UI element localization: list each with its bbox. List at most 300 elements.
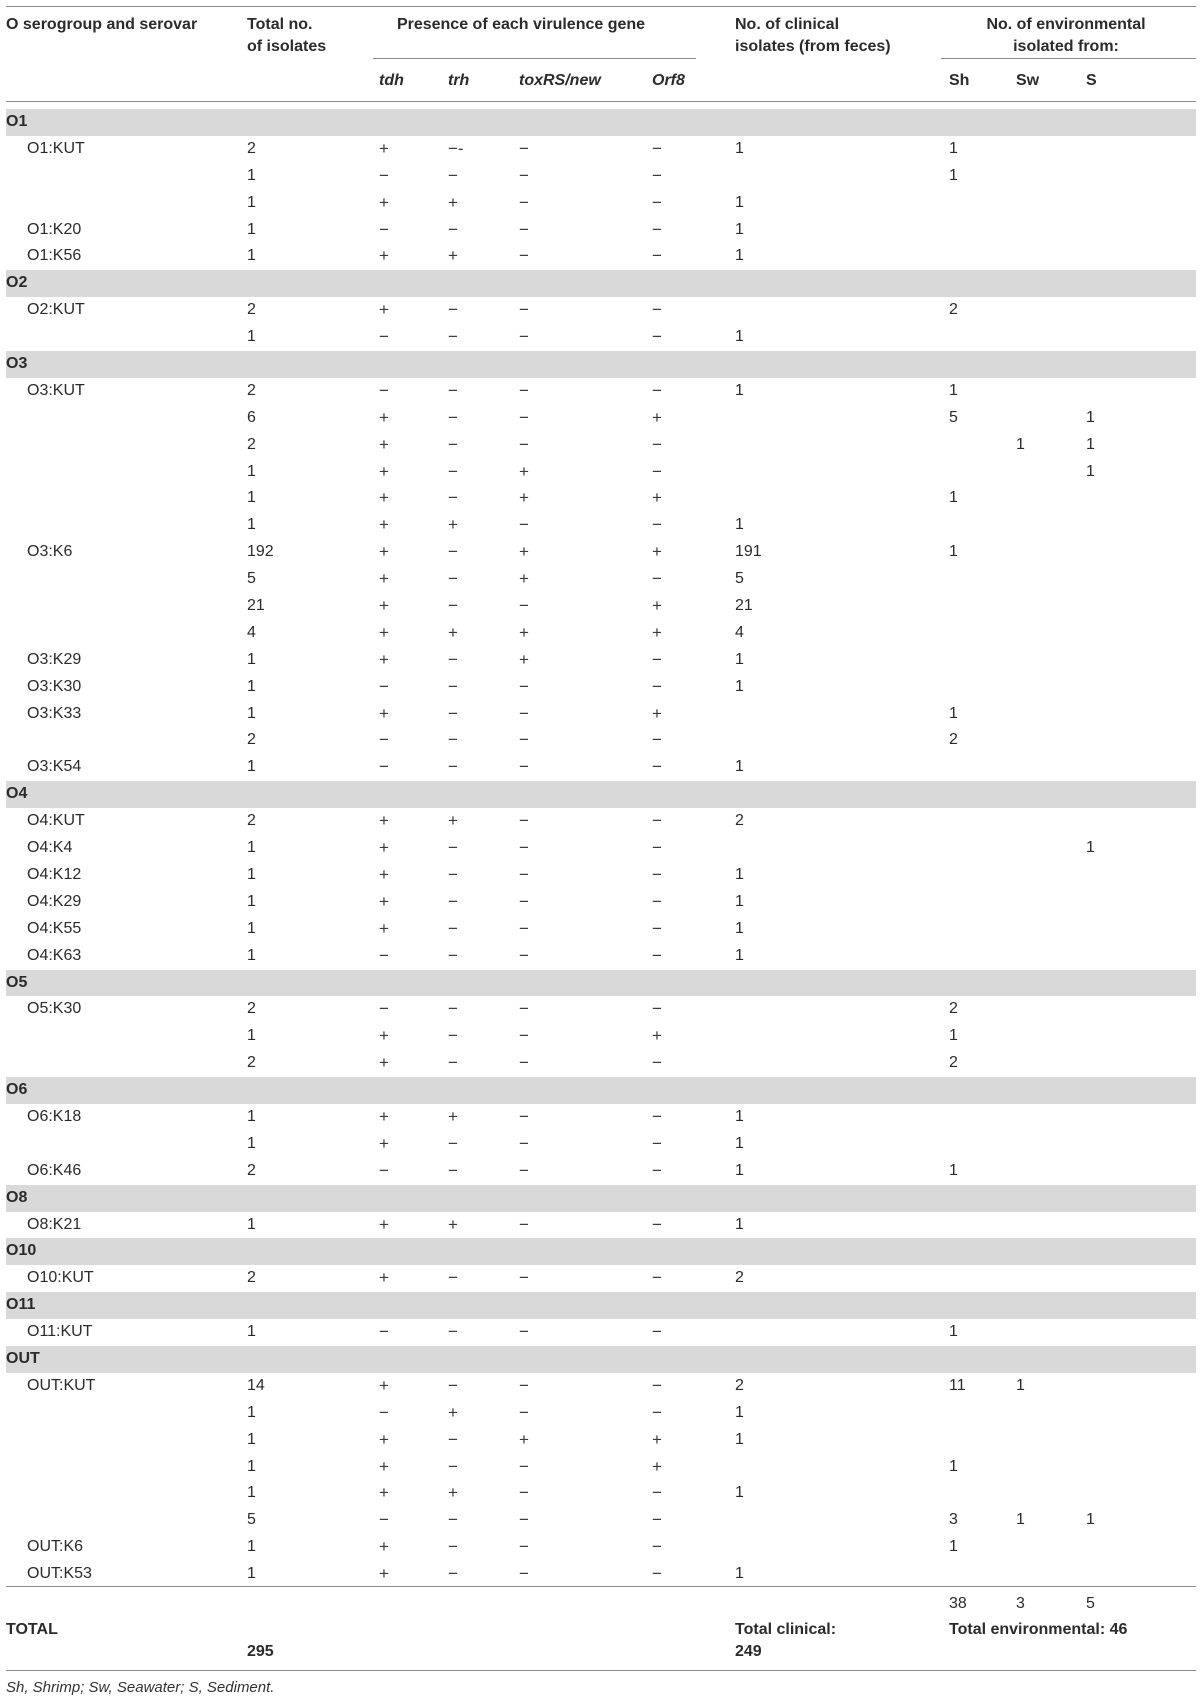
serovar-cell: O1:K20 [27, 220, 82, 238]
gene-cell: + [379, 622, 389, 642]
gene-cell: + [379, 1026, 389, 1046]
env-sh-cell: 2 [949, 1000, 958, 1018]
gene-cell: + [379, 1456, 389, 1476]
table-row [6, 593, 1196, 620]
gene-cell: + [448, 1402, 458, 1422]
gene-cell: − [448, 838, 458, 858]
clinical-cell: 1 [735, 1215, 744, 1233]
table-row [6, 727, 1196, 754]
gene-cell: + [448, 515, 458, 535]
gene-cell: − [519, 1268, 529, 1288]
total-cell: 1 [247, 1430, 256, 1448]
clinical-cell: 1 [735, 1134, 744, 1152]
table-row [6, 1131, 1196, 1158]
env-sh-cell: 2 [949, 1054, 958, 1072]
serovar-cell: O4:K63 [27, 946, 82, 964]
serovar-cell: OUT:K6 [27, 1538, 84, 1556]
gene-cell: − [448, 649, 458, 669]
gene-cell: − [652, 1160, 662, 1180]
group-row [6, 1077, 1196, 1104]
env-sh-cell: 1 [949, 543, 958, 561]
env-sh-cell: 1 [949, 166, 958, 184]
gene-cell: − [448, 380, 458, 400]
gene-cell: − [448, 1510, 458, 1530]
total-cell: 1 [247, 758, 256, 776]
header-env-line2: isolated from: [1013, 38, 1119, 55]
gene-cell: + [448, 1106, 458, 1126]
table-bottom-rule [6, 1670, 1196, 1671]
table-row [6, 943, 1196, 970]
gene-cell: − [652, 434, 662, 454]
gene-cell: + [519, 649, 529, 669]
table-row [6, 1023, 1196, 1050]
gene-cell: − [519, 811, 529, 831]
table-row [6, 1534, 1196, 1561]
gene-cell: + [379, 1564, 389, 1584]
table-row [6, 754, 1196, 781]
total-cell: 1 [247, 946, 256, 964]
gene-cell: − [448, 219, 458, 239]
serovar-cell: O3:K33 [27, 704, 82, 722]
table-row [6, 835, 1196, 862]
gene-cell: − [448, 542, 458, 562]
gene-cell: + [652, 488, 662, 508]
clinical-cell: 191 [735, 543, 762, 561]
gene-cell: + [519, 461, 529, 481]
gene-cell: + [379, 596, 389, 616]
gene-cell: − [519, 891, 529, 911]
gene-cell: − [652, 1483, 662, 1503]
table-row [6, 889, 1196, 916]
gene-cell: − [519, 1053, 529, 1073]
gene-cell: − [448, 864, 458, 884]
gene-cell: − [448, 1456, 458, 1476]
gene-cell: + [379, 192, 389, 212]
gene-cell: + [652, 596, 662, 616]
gene-cell: − [519, 1375, 529, 1395]
clinical-cell: 1 [735, 1565, 744, 1583]
header-gene-toxrs: toxRS/new [519, 72, 601, 89]
env-sh-cell: 1 [949, 381, 958, 399]
gene-cell: − [652, 569, 662, 589]
total-isolates: 295 [247, 1643, 274, 1660]
gene-cell: − [519, 945, 529, 965]
gene-cell: − [448, 1026, 458, 1046]
total-cell: 2 [247, 139, 256, 157]
table-row [6, 647, 1196, 674]
clinical-cell: 1 [735, 892, 744, 910]
gene-cell: − [448, 165, 458, 185]
env-s-cell: 1 [1086, 408, 1095, 426]
total-cell: 1 [247, 677, 256, 695]
gene-cell: + [379, 569, 389, 589]
clinical-cell: 1 [735, 1484, 744, 1502]
gene-cell: + [379, 246, 389, 266]
gene-cell: − [448, 676, 458, 696]
gene-cell: − [448, 730, 458, 750]
gene-cell: − [519, 1564, 529, 1584]
gene-cell: − [652, 811, 662, 831]
clinical-cell: 1 [735, 516, 744, 534]
header-total-line2: of isolates [247, 38, 327, 55]
table-row [6, 217, 1196, 244]
group-label: OUT [6, 1349, 40, 1367]
header-bottom-rule [6, 101, 1196, 102]
gene-cell: − [379, 676, 389, 696]
footnote: Sh, Shrimp; Sw, Seawater; S, Sediment. [6, 1679, 275, 1696]
serovar-cell: O10:KUT [27, 1269, 94, 1287]
total-cell: 21 [247, 597, 265, 615]
group-row [6, 1292, 1196, 1319]
gene-cell: − [448, 327, 458, 347]
total-cell: 1 [247, 919, 256, 937]
gene-cell: − [519, 1322, 529, 1342]
gene-cell: − [519, 165, 529, 185]
total-cell: 2 [247, 435, 256, 453]
table-row [6, 1400, 1196, 1427]
gene-cell: − [519, 380, 529, 400]
serovar-cell: O8:K21 [27, 1215, 82, 1233]
header-total-line1: Total no. [247, 16, 313, 33]
total-clinical-value: 249 [735, 1643, 762, 1660]
gene-cell: − [379, 1510, 389, 1530]
gene-cell: − [448, 596, 458, 616]
gene-cell: − [448, 945, 458, 965]
total-cell: 2 [247, 381, 256, 399]
group-row [6, 1185, 1196, 1212]
gene-cell: − [379, 1322, 389, 1342]
table-row [6, 1158, 1196, 1185]
total-cell: 1 [247, 1484, 256, 1502]
table-row [6, 674, 1196, 701]
gene-cell: − [519, 676, 529, 696]
total-cell: 1 [247, 865, 256, 883]
env-sh-cell: 2 [949, 731, 958, 749]
gene-cell: + [519, 488, 529, 508]
group-label: O4 [6, 785, 28, 803]
gene-cell: + [652, 703, 662, 723]
clinical-cell: 1 [735, 1403, 744, 1421]
gene-cell: − [652, 1375, 662, 1395]
group-label: O11 [6, 1296, 36, 1314]
gene-cell: − [448, 1537, 458, 1557]
table-row [6, 243, 1196, 270]
gene-cell: − [519, 1510, 529, 1530]
gene-cell: − [652, 1214, 662, 1234]
gene-cell: − [448, 488, 458, 508]
env-sh-cell: 1 [949, 1161, 958, 1179]
total-cell: 1 [247, 1403, 256, 1421]
gene-cell: − [519, 1026, 529, 1046]
gene-cell: + [379, 488, 389, 508]
env-sh-cell: 5 [949, 408, 958, 426]
gene-cell: − [519, 838, 529, 858]
total-cell: 1 [247, 704, 256, 722]
table-row [6, 297, 1196, 324]
gene-cell: − [379, 165, 389, 185]
gene-cell: − [448, 1160, 458, 1180]
gene-cell: − [519, 407, 529, 427]
clinical-cell: 1 [735, 865, 744, 883]
total-cell: 5 [247, 570, 256, 588]
serovar-cell: O2:KUT [27, 301, 85, 319]
gene-cell: + [519, 542, 529, 562]
gene-cell: − [379, 327, 389, 347]
gene-cell: − [448, 891, 458, 911]
total-cell: 1 [247, 193, 256, 211]
gene-cell: + [652, 1026, 662, 1046]
gene-cell: −- [448, 138, 464, 158]
env-s-cell: 1 [1086, 1511, 1095, 1529]
group-label: O8 [6, 1188, 28, 1206]
env-subrule [941, 58, 1196, 59]
gene-cell: + [448, 192, 458, 212]
gene-cell: − [519, 327, 529, 347]
gene-cell: − [448, 999, 458, 1019]
gene-cell: + [379, 542, 389, 562]
gene-cell: + [379, 1375, 389, 1395]
gene-cell: − [519, 1214, 529, 1234]
gene-cell: − [379, 380, 389, 400]
gene-cell: − [652, 1268, 662, 1288]
gene-cell: − [519, 1133, 529, 1153]
gene-cell: − [448, 569, 458, 589]
serovar-cell: OUT:K53 [27, 1565, 92, 1583]
gene-cell: − [652, 219, 662, 239]
gene-cell: − [652, 649, 662, 669]
group-label: O1 [6, 113, 28, 130]
clinical-cell: 2 [735, 812, 744, 830]
clinical-cell: 21 [735, 597, 753, 615]
total-sw: 3 [1016, 1595, 1025, 1612]
env-sw-cell: 1 [1016, 435, 1025, 453]
total-cell: 1 [247, 1107, 256, 1125]
total-cell: 14 [247, 1376, 265, 1394]
total-cell: 2 [247, 1054, 256, 1072]
gene-cell: + [448, 1483, 458, 1503]
env-sh-cell: 1 [949, 489, 958, 507]
clinical-cell: 1 [735, 381, 744, 399]
total-cell: 1 [247, 1538, 256, 1556]
gene-cell: + [379, 515, 389, 535]
gene-cell: + [519, 1429, 529, 1449]
gene-cell: + [448, 1214, 458, 1234]
table-row [6, 1265, 1196, 1292]
gene-cell: − [652, 864, 662, 884]
header-gene-tdh: tdh [379, 72, 404, 89]
serovar-cell: O3:K6 [27, 543, 73, 561]
gene-cell: − [519, 1402, 529, 1422]
gene-cell: − [652, 380, 662, 400]
total-cell: 1 [247, 1134, 256, 1152]
total-clinical-label: Total clinical: [735, 1621, 837, 1638]
total-cell: 1 [247, 462, 256, 480]
clinical-cell: 1 [735, 1430, 744, 1448]
gene-cell: + [379, 811, 389, 831]
gene-cell: + [652, 407, 662, 427]
env-sh-cell: 3 [949, 1511, 958, 1529]
gene-cell: − [379, 1160, 389, 1180]
clinical-cell: 1 [735, 677, 744, 695]
total-cell: 1 [247, 1457, 256, 1475]
gene-cell: − [519, 246, 529, 266]
env-sh-cell: 1 [949, 704, 958, 722]
gene-cell: + [379, 891, 389, 911]
gene-cell: − [652, 1053, 662, 1073]
gene-cell: − [519, 999, 529, 1019]
gene-cell: − [448, 1322, 458, 1342]
clinical-cell: 1 [735, 758, 744, 776]
gene-cell: − [379, 757, 389, 777]
total-cell: 1 [247, 516, 256, 534]
serovar-cell: O5:K30 [27, 1000, 82, 1018]
gene-cell: + [379, 1537, 389, 1557]
table-row [6, 163, 1196, 190]
group-row [6, 781, 1196, 808]
serovar-cell: O1:K56 [27, 247, 82, 265]
gene-cell: − [519, 757, 529, 777]
clinical-cell: 1 [735, 193, 744, 211]
serovar-cell: O4:K55 [27, 919, 82, 937]
gene-cell: − [652, 1537, 662, 1557]
table-row [6, 1373, 1196, 1400]
serovar-cell: O3:KUT [27, 381, 85, 399]
serovar-cell: O6:K46 [27, 1161, 82, 1179]
total-cell: 1 [247, 1027, 256, 1045]
gene-cell: − [448, 1053, 458, 1073]
table-row [6, 1104, 1196, 1131]
total-cell: 1 [247, 1323, 256, 1341]
table-row [6, 1507, 1196, 1534]
serovar-cell: O4:KUT [27, 812, 85, 830]
table-row [6, 701, 1196, 728]
table-row [6, 459, 1196, 486]
table-row [6, 539, 1196, 566]
gene-cell: + [379, 703, 389, 723]
total-cell: 1 [247, 328, 256, 346]
total-cell: 1 [247, 1565, 256, 1583]
gene-cell: − [379, 945, 389, 965]
header-env-line1: No. of environmental [986, 16, 1146, 33]
clinical-cell: 1 [735, 650, 744, 668]
group-label: O6 [6, 1081, 28, 1099]
header-serogroup: O serogroup and serovar [6, 16, 198, 33]
env-sh-cell: 2 [949, 301, 958, 319]
total-cell: 1 [247, 1215, 256, 1233]
gene-cell: − [652, 1322, 662, 1342]
clinical-cell: 1 [735, 1161, 744, 1179]
gene-cell: + [379, 434, 389, 454]
gene-cell: − [519, 730, 529, 750]
gene-cell: + [379, 1483, 389, 1503]
clinical-cell: 1 [735, 1107, 744, 1125]
gene-cell: − [652, 757, 662, 777]
serovar-cell: O4:K4 [27, 839, 73, 857]
table-row [6, 1427, 1196, 1454]
table-row [6, 512, 1196, 539]
gene-cell: − [652, 676, 662, 696]
serovar-cell: O3:K30 [27, 677, 82, 695]
gene-cell: − [652, 246, 662, 266]
table-row [6, 432, 1196, 459]
gene-cell: + [379, 838, 389, 858]
total-cell: 1 [247, 247, 256, 265]
gene-cell: + [379, 407, 389, 427]
gene-cell: − [652, 461, 662, 481]
env-sh-cell: 11 [949, 1376, 966, 1394]
gene-cell: − [652, 1133, 662, 1153]
gene-cell: − [652, 891, 662, 911]
clinical-cell: 5 [735, 570, 744, 588]
total-cell: 5 [247, 1511, 256, 1529]
gene-cell: + [519, 569, 529, 589]
gene-cell: − [519, 1537, 529, 1557]
gene-cell: − [448, 434, 458, 454]
table-row [6, 916, 1196, 943]
table-row [6, 190, 1196, 217]
env-sh-cell: 1 [949, 1457, 958, 1475]
gene-cell: − [448, 300, 458, 320]
clinical-cell: 1 [735, 247, 744, 265]
header-virulence: Presence of each virulence gene [396, 16, 646, 33]
table-row [6, 1319, 1196, 1346]
table-row [6, 862, 1196, 889]
header-clinical-line2: isolates (from feces) [735, 38, 891, 55]
clinical-cell: 2 [735, 1376, 744, 1394]
gene-cell: − [519, 703, 529, 723]
gene-cell: + [448, 622, 458, 642]
gene-cell: − [652, 838, 662, 858]
gene-cell: + [379, 864, 389, 884]
total-cell: 1 [247, 166, 256, 184]
table-row [6, 808, 1196, 835]
table-row [6, 996, 1196, 1023]
gene-cell: + [448, 811, 458, 831]
gene-cell: − [519, 864, 529, 884]
serovar-cell: O6:K18 [27, 1107, 82, 1125]
env-s-cell: 1 [1086, 435, 1095, 453]
table-top-rule [6, 6, 1196, 7]
env-sw-cell: 1 [1016, 1376, 1025, 1394]
serovar-cell: O4:K12 [27, 865, 82, 883]
env-s-cell: 1 [1086, 839, 1095, 857]
table-row [6, 136, 1196, 163]
total-cell: 2 [247, 1269, 256, 1287]
table-row [6, 324, 1196, 351]
gene-cell: + [448, 246, 458, 266]
total-cell: 1 [247, 839, 256, 857]
gene-cell: − [519, 300, 529, 320]
gene-cell: − [519, 1456, 529, 1476]
table-row [6, 566, 1196, 593]
gene-cell: − [652, 730, 662, 750]
gene-cell: − [652, 1106, 662, 1126]
table-row [6, 1480, 1196, 1507]
gene-cell: − [519, 1106, 529, 1126]
table-row [6, 1454, 1196, 1481]
gene-cell: − [519, 1483, 529, 1503]
gene-cell: − [519, 918, 529, 938]
total-cell: 4 [247, 623, 256, 641]
gene-cell: − [448, 918, 458, 938]
gene-cell: − [519, 515, 529, 535]
gene-cell: − [379, 219, 389, 239]
gene-cell: + [519, 622, 529, 642]
clinical-cell: 1 [735, 919, 744, 937]
serovar-cell: O11:KUT [27, 1323, 93, 1341]
gene-cell: − [519, 596, 529, 616]
group-row [6, 109, 1196, 136]
